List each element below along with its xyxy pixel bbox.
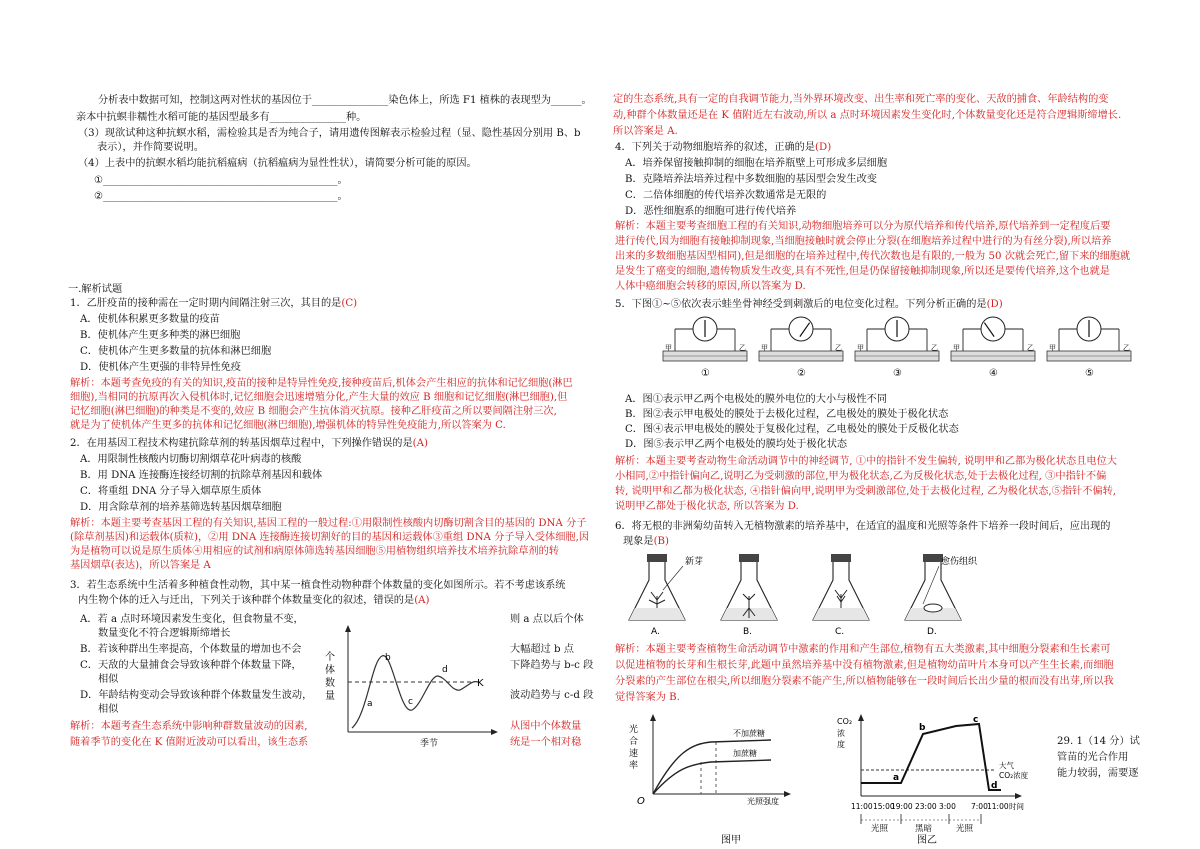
y-label-3: 数 (325, 678, 335, 689)
section-title: 一.解析试题 (68, 284, 123, 295)
y-axis-arrow (345, 625, 351, 632)
option-item: A．培养保留接触抑制的细胞在培养瓶壁上可形成多层细胞 (625, 158, 888, 169)
q2-answer: (A) (412, 438, 428, 449)
analysis-line: 转, 说明甲和乙都为极化状态, ④指针偏向甲,说明甲为受刺激部位,处于去极化过程, 乙为极化状态,⑤指针不偏转, (615, 486, 1117, 497)
point-d: d (442, 665, 448, 675)
y-axis-arrow (858, 714, 864, 721)
q6-stem-line2: 现象是(B) (623, 536, 669, 547)
flask-stopper (739, 554, 759, 562)
option-item: 相似 (98, 704, 119, 715)
culture-flask (813, 554, 869, 637)
y-label-2: 合 (629, 737, 639, 747)
electrode-label-jia: 甲 (857, 344, 864, 352)
text-line: ②______________________________________________。 (94, 191, 348, 202)
electrode-label-yi: 乙 (835, 344, 842, 352)
y-label-2: 体 (325, 665, 335, 676)
option-item: D．恶性细胞系的细胞可进行传代培养 (625, 206, 797, 217)
text-line: 管苗的光合作用 (1057, 752, 1129, 763)
q6-stem-line1: 6．将无根的非洲菊幼苗转入无植物激素的培养基中，在适宜的温度和光照等条件下培养一段时间后，应出现的 (615, 521, 1111, 532)
chart-jia (621, 712, 797, 847)
text-line: 分析表中数据可知，控制这两对性状的基因位于_______________染色体上，所选 F1 植株的表现型为______。 (98, 95, 592, 106)
option-item: B．图②表示甲电极处的膜处于去极化过程，乙电极处的膜处于极化状态 (625, 409, 949, 420)
chart-yi (831, 712, 1036, 847)
flask-stopper (647, 554, 667, 562)
electrode-panel (759, 317, 843, 379)
analysis-line: 就是为了使机体产生更多的抗体和记忆细胞(淋巴细胞),增强机体的特异性免疫能力,所以答案为 C. (70, 420, 506, 431)
analysis-line-cont: 统是一个相对稳 (510, 737, 582, 748)
analysis-line: 为是植物可以说是原生质体④用相应的试剂和病原体筛选转基因细胞⑤用植物组织培养技术培养抗除草剂的转 (70, 546, 559, 557)
atm-label-1: 大气 (999, 761, 1014, 770)
q6-answer: (B) (653, 536, 669, 547)
analysis-line: 小相同,②中指针偏向乙,说明乙为受刺激的部位,甲为极化状态,乙为反极化状态,处于去极化过程, ③中指针不偏 (615, 471, 1107, 482)
option-item: C．使机体产生更多数量的抗体和淋巴细胞 (80, 346, 272, 357)
electrode-label-yi: 乙 (739, 344, 746, 352)
new-bud-label: 新芽 (685, 557, 704, 567)
option-item: A．图①表示甲乙两个电极处的膜外电位的大小与极性不同 (625, 394, 888, 405)
option-item: B．若该种群出生率提高，个体数量的增加也不会 (80, 644, 302, 655)
option-item: A．若 a 点时环境因素发生变化，但食物量不变， (80, 614, 304, 625)
x-tick-label: 11:00 (851, 802, 873, 811)
panel-number: ③ (893, 368, 902, 379)
analysis-line: 说明甲乙都处于极化状态, 所以答案为 D. (615, 501, 799, 512)
point-a: a (893, 773, 900, 783)
analysis-line: 出来的多数细胞基因型相同),但是细胞的在培养过程中,传代次数也是有限的,一般为 50 次就会死亡,留下来的细胞就 (615, 251, 1131, 262)
text-line: 亲本中抗螟非糯性水稻可能的基因型最多有_______________种。 (76, 112, 367, 123)
point-b: b (919, 723, 926, 733)
culture-flask (629, 554, 685, 637)
analysis-line: 解析：本题主要考查基因工程的有关知识,基因工程的一般过程:①用限制性核酸内切酶切割含目的基因的 DNA 分子 (70, 518, 587, 529)
point-d: d (991, 781, 998, 791)
culture-medium (813, 608, 869, 620)
text-line: 29. 1（14 分）试 (1057, 736, 1140, 747)
option-item-cont: 大幅超过 b 点 (510, 644, 574, 655)
point-c: c (973, 715, 979, 725)
x-axis-arrow (1015, 793, 1022, 799)
analysis-line-cont: 从图中个体数量 (510, 721, 582, 732)
q2-stem: 2．在用基因工程技术构建抗除草剂的转基因烟草过程中，下列操作错误的是(A) (70, 438, 428, 449)
x-tick-label: 7:00 (971, 802, 988, 811)
analysis-line: 记忆细胞(淋巴细胞)的种类是不变的,效应 B 细胞会产生抗体消灭抗原。接种乙肝疫苗之所以要间隔注射三次, (70, 406, 557, 417)
option-item: A．使机体积累更多数量的疫苗 (80, 314, 220, 325)
y-label-4: 率 (629, 761, 639, 771)
electrode-label-jia: 甲 (953, 344, 960, 352)
electrode-panel (855, 317, 939, 379)
flask-culture-figure (623, 552, 1023, 642)
legend-sucrose: 加蔗糖 (733, 749, 757, 758)
analysis-line: 解析：本题考查生态系统中影响种群数量波动的因素, (70, 721, 308, 732)
atm-label-2: CO₂浓度 (999, 771, 1029, 780)
culture-flask (721, 554, 777, 637)
electrode-label-jia: 甲 (1049, 344, 1056, 352)
q3-stem-line2: 内生物个体的迁入与迁出，下列关于该种群个体数量变化的叙述，错误的是(A) (78, 595, 430, 606)
caption-yi: 图乙 (917, 835, 937, 846)
option-item-cont: 则 a 点以后个体 (510, 614, 584, 625)
y-label-3: 速 (629, 749, 639, 759)
y-label-4: 量 (325, 691, 335, 702)
q5-stem: 5．下图①~⑤依次表示蛙坐骨神经受到刺激后的电位变化过程。下列分析正确的是(D) (615, 299, 1003, 310)
option-item: D．使机体产生更强的非特异性免疫 (80, 362, 241, 373)
analysis-line: 是发生了癌变的细胞,遗传物质发生改变,具有不死性,但是仍保留接触抑制现象,所以还是要传代培养,这个也就是 (615, 266, 1110, 277)
option-item: A．用限制性核酸内切酶切割烟草花叶病毒的核酸 (80, 454, 302, 465)
flask-label: C. (835, 627, 845, 637)
text-line: 能力较弱，需要逐 (1057, 768, 1139, 779)
panel-number: ④ (989, 368, 998, 379)
text-line: （4）上表中的抗螟水稻均能抗稻瘟病（抗稻瘟病为显性性状），请简要分析可能的原因。 (78, 158, 477, 169)
electrode-label-jia: 甲 (761, 344, 768, 352)
population-chart (322, 620, 507, 750)
q4-stem: 4．下列关于动物细胞培养的叙述，正确的是(D) (615, 142, 832, 153)
option-item-cont: 波动趋势与 c-d 段 (510, 690, 594, 701)
x-tick-label: 19:00 (891, 802, 913, 811)
analysis-line: 所以答案是 A. (613, 126, 678, 137)
option-item: D．年龄结构变动会导致该种群个体数量发生波动， (80, 690, 313, 701)
caption-jia: 图甲 (721, 835, 741, 846)
option-item: D．用含除草剂的培养基筛选转基因烟草细胞 (80, 502, 282, 513)
q3-stem-line1: 3．若生态系统中生活着多种植食性动物，其中某一植食性动物种群个体数量的变化如图所示。若不考虑该系统 (70, 580, 566, 591)
y-label-2: 浓 (837, 729, 845, 738)
option-item-cont: 下降趋势与 b-c 段 (510, 660, 594, 671)
flask-label: B. (743, 627, 753, 637)
panel-number: ① (701, 368, 710, 379)
y-label-1: CO₂ (837, 717, 853, 726)
legend-no-sucrose: 不加蔗糖 (733, 729, 765, 738)
point-b: b (385, 653, 391, 663)
period-dark: 黑暗 (915, 824, 933, 834)
q1-answer: (C) (341, 298, 358, 309)
panel-number: ② (797, 368, 806, 379)
meter-dial (981, 317, 1005, 341)
x-tick-label: 23:00 (915, 802, 937, 811)
flask-stopper (923, 554, 943, 562)
origin-label: O (637, 796, 645, 807)
flask-label: A. (651, 627, 660, 637)
option-item: D．图⑤表示甲乙两个电极处的膜均处于极化状态 (625, 439, 848, 450)
q5-answer: (D) (986, 299, 1003, 310)
x-tick-label: 15:00 (873, 802, 895, 811)
electrode-panel (663, 317, 747, 379)
callus-label: 愈伤组织 (941, 557, 978, 567)
q4-answer: (D) (815, 142, 832, 153)
option-item: 相似 (98, 674, 119, 685)
analysis-line: 解析：本题考查免疫的有关的知识,疫苗的接种是特异性免疫,接种疫苗后,机体会产生相应的抗体和记忆细胞(淋巴 (70, 378, 573, 389)
new-bud-pointer (663, 566, 683, 590)
meter-dial (789, 317, 813, 341)
analysis-line: 解析：本题主要考查动物生命活动调节中的神经调节, ①中的指针不发生偏转, 说明甲和乙都为极化状态且电位大 (615, 456, 1117, 467)
x-axis-arrow (784, 791, 791, 797)
panel-number: ⑤ (1085, 368, 1094, 379)
y-label-1: 光 (629, 725, 639, 735)
analysis-line: 进行传代,因为细胞有接触抑制现象,当细胞接触时就会停止分裂(在细胞培养过程中进行的为有丝分裂),所以培养 (615, 236, 1112, 247)
x-tick-label: 3:00 (939, 802, 956, 811)
option-item: C．将重组 DNA 分子导入烟草原生质体 (80, 486, 262, 497)
analysis-line: 人体中癌细胞会转移的原因,所以答案为 D. (615, 281, 806, 292)
period-light-2: 光照 (956, 824, 974, 834)
text-line: 表示），并作简要说明。 (97, 142, 204, 153)
x-label: 季节 (420, 739, 439, 749)
analysis-line: 解析：本题主要考查细胞工程的有关知识,动物细胞培养可以分为原代培养和传代培养,原代培养到一定程度后要 (615, 221, 1111, 232)
option-item: C．天敌的大量捕食会导致该种群个体数量下降， (80, 660, 302, 671)
option-item: B．克隆培养法培养过程中多数细胞的基因型会发生改变 (625, 174, 877, 185)
electrode-panel (951, 317, 1035, 379)
y-axis-arrow (650, 714, 656, 721)
co2-curve (861, 724, 1001, 790)
analysis-line: 定的生态系统,具有一定的自我调节能力,当外界环境改变、出生率和死亡率的变化、天敌的捕食、年龄结构的变 (613, 94, 1109, 105)
electrode-label-yi: 乙 (931, 344, 938, 352)
analysis-line: 以促进植物的长芽和生根长芽,此题中虽然培养基中没有植物激素,但是植物幼苗叶片本身可以产生生长素,而细胞 (615, 660, 1114, 671)
y-label-1: 个 (325, 652, 335, 663)
electrode-label-yi: 乙 (1123, 344, 1130, 352)
flask-label: D. (927, 627, 937, 637)
y-label-3: 度 (837, 740, 845, 749)
option-item: 数量变化不符合逻辑斯缔增长 (98, 628, 231, 639)
electrode-label-yi: 乙 (1027, 344, 1034, 352)
analysis-line: 动,种群个体数量还是在 K 值附近左右波动,所以 a 点时环境因素发生变化时,个体数量变化还是符合逻辑斯缔增长. (613, 110, 1122, 121)
option-item: C．图④表示甲电极处的膜处于复极化过程，乙电极处的膜处于反极化状态 (625, 424, 959, 435)
x-label: 光照强度 (747, 797, 779, 806)
option-item: B．用 DNA 连接酶连接经切割的抗除草剂基因和载体 (80, 470, 323, 481)
nerve-electrode-figure (661, 313, 1135, 385)
period-light-1: 光照 (871, 824, 889, 834)
point-c: c (408, 697, 413, 707)
callus-tissue (924, 604, 942, 612)
analysis-line: 细胞),当相同的抗原再次入侵机体时,记忆细胞会迅速增殖分化,产生大量的效应 B 细胞和记忆细胞(淋巴细胞),但 (70, 392, 568, 403)
analysis-line: 解析：本题主要考查植物生命活动调节中激素的作用和产生部位,植物有五大类激素,其中细胞分裂素和生长素可 (615, 644, 1111, 655)
option-item: B．使机体产生更多种类的淋巴细胞 (80, 330, 241, 341)
analysis-line: 觉得答案为 B. (615, 692, 680, 703)
text-line: （3）现欲试种这种抗螟水稻，需检验其是否为纯合子，请用遗传图解表示检验过程（显、隐性基因分别用 B、b (78, 128, 581, 139)
k-label: K (477, 678, 484, 689)
culture-medium (629, 608, 685, 620)
electrode-panel (1047, 317, 1131, 379)
point-a: a (367, 699, 373, 709)
analysis-line: (除草剂基因)和运载体(质粒)，②用 DNA 连接酶连接切割好的目的基因和运载体③重组 DNA 分子导入受体细胞,因 (70, 532, 590, 543)
analysis-line: 分裂素的产生部位在根尖,所以细胞分裂素不能产生,所以植物能够在一段时间后长出少量的根而没有出芽,所以我 (615, 676, 1114, 687)
x-tick-label: 11:00 (987, 802, 1009, 811)
population-curve (352, 656, 478, 728)
option-item: C．二倍体细胞的传代培养次数通常是无限的 (625, 190, 827, 201)
analysis-line: 随着季节的变化在 K 值附近波动可以看出，该生态系 (70, 737, 309, 748)
analysis-line: 基因烟草(表达)，所以答案是 A (70, 560, 211, 571)
x-tick-labels (851, 801, 1024, 811)
q3-answer: (A) (414, 595, 430, 606)
x-tick-label: 时间 (1009, 802, 1024, 811)
q1-stem: 1．乙肝疫苗的接种需在一定时期内间隔注射三次，其目的是(C) (70, 298, 358, 309)
text-line: ①______________________________________________。 (94, 175, 348, 186)
electrode-label-jia: 甲 (665, 344, 672, 352)
flask-stopper (831, 554, 851, 562)
x-axis-arrow (491, 729, 498, 735)
